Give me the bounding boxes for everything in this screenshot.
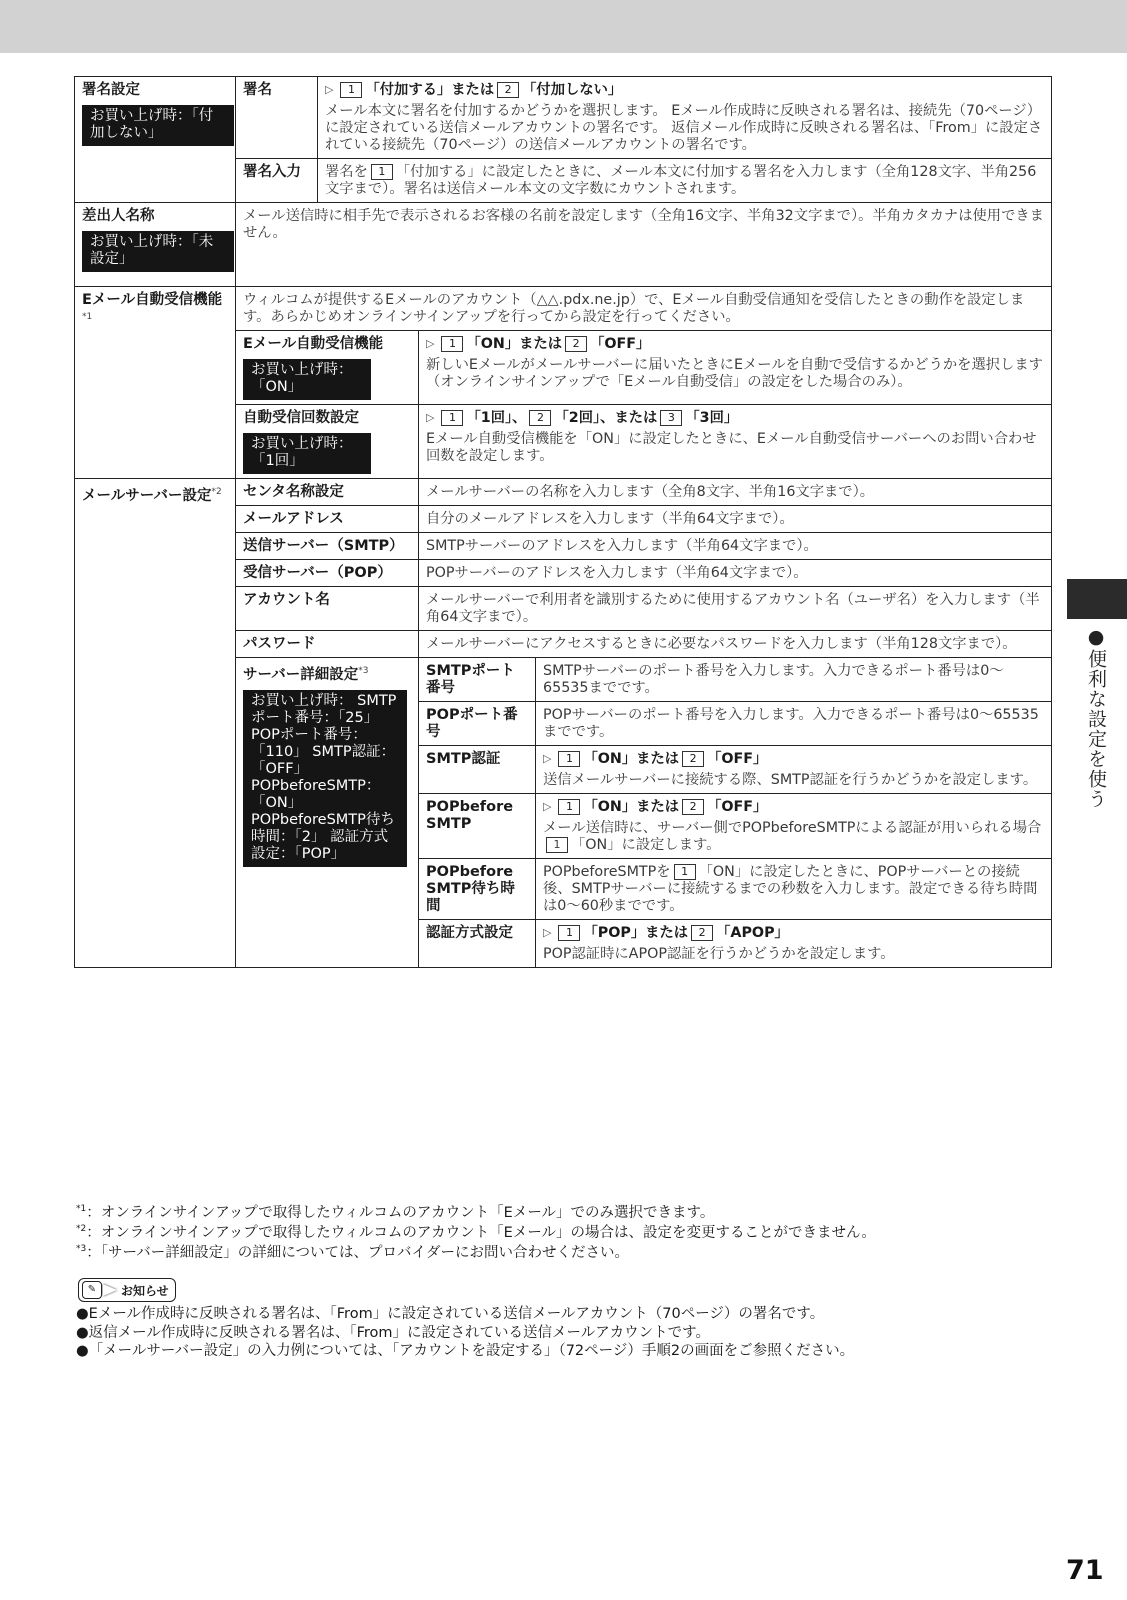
option-text: 「付加しない」 [522,82,623,98]
subitem-cell [236,77,318,159]
footnote-mark: *1 [82,312,93,322]
subitem-label: 受信サーバー（POP） [243,565,392,581]
desc-cell [419,631,1052,658]
key-1-icon: 1 [371,164,393,180]
desc-cell [419,560,1052,587]
note-item: ●「メールサーバー設定」の入力例については、「アカウントを設定する」（72ページ）手順2の画面をご参照ください。 [76,1343,855,1359]
category-label: Eメール自動受信機能 [82,292,223,308]
description: 自分のメールアドレスを入力します（半角64文字まで）。 [426,511,794,527]
detail-label: SMTP認証 [426,751,501,767]
footnote-text: ：「サーバー詳細設定」の詳細については、プロバイダーにお問い合わせください。 [86,1244,629,1261]
desc-cell [419,405,1052,479]
settings-table [74,76,1052,968]
key-3-icon: 3 [660,410,682,426]
footnote-mark: *2 [76,1224,87,1234]
subitem-cell [236,631,419,658]
desc-cell [236,203,1052,287]
subitem-cell [236,658,419,968]
option-text: 「ON」または [583,751,680,767]
subitem-cell [236,560,419,587]
description: メールサーバーの名称を入力します（全角8文字、半角16文字まで）。 [426,484,875,500]
option-text: 「OFF」 [707,751,768,767]
subitem-cell [236,405,419,479]
option-text: 「APOP」 [716,925,789,941]
description-part: メール送信時に、サーバー側でPOPbeforeSMTPによる認証が用いられる場合 [543,820,1042,836]
info-label: お知らせ [121,1284,169,1298]
option-line [543,751,1044,768]
desc-cell [318,77,1052,159]
category-cell [75,479,236,968]
subitem-label: センタ名称設定 [243,484,344,500]
option-line [543,925,1044,942]
subitem-label: サーバー詳細設定 [243,666,359,683]
desc-cell [318,159,1052,203]
note-icon: ✎ [82,1281,102,1299]
default-badge: お買い上げ時：「ON」 [243,359,371,400]
desc-cell [536,920,1052,968]
category-label: メールサーバー設定 [82,487,212,504]
subitem-cell [236,506,419,533]
detail-label: POPbefore SMTP待ち時間 [426,864,515,914]
option-text: 「2回」、または [554,410,658,426]
detail-label: 認証方式設定 [426,925,513,941]
description: ウィルコムが提供するEメールのアカウント（△△.pdx.ne.jp）で、Eメール自動受信通知を受信したときの動作を設定します。あらかじめオンラインサインアップを行ってから設定を行ってください。 [243,292,1025,325]
description-part: POPbeforeSMTPを [543,864,671,880]
key-1-icon: 1 [558,799,580,815]
desc-cell [536,794,1052,859]
footnote-mark: *1 [76,1204,87,1214]
arrow-icon: ▷ [325,83,334,96]
category-cell [75,287,236,479]
arrow-icon: ▷ [543,926,552,939]
description: 送信メールサーバーに接続する際、SMTP認証を行うかどうかを設定します。 [543,772,1038,788]
subitem-cell [236,587,419,631]
key-1-icon: 1 [441,410,463,426]
pointer-icon [103,1284,117,1296]
subitem-label: 送信サーバー（SMTP） [243,538,404,554]
option-text: 「1回」、 [466,410,527,426]
key-2-icon: 2 [682,799,704,815]
footnote-mark: *2 [211,487,222,497]
detail-label-cell [419,794,536,859]
option-line [325,82,1044,99]
key-1-icon: 1 [546,837,568,853]
key-1-icon: 1 [558,751,580,767]
option-text: 「3回」 [685,410,739,426]
option-text: 「OFF」 [590,336,651,352]
footnote-mark: *3 [358,666,369,676]
desc-cell [536,746,1052,794]
detail-label-cell [419,746,536,794]
description-part: 「ON」に設定したときに、POPサーバーとの接続後、SMTPサーバーに接続するまでの秒数を入力します。設定できる待ち時間は0～60秒までです。 [543,864,1038,914]
key-2-icon: 2 [565,336,587,352]
description: POPサーバーのポート番号を入力します。入力できるポート番号は0～65535までです。 [543,707,1039,740]
footnote [76,1220,876,1242]
key-1-icon: 1 [340,82,362,98]
key-1-icon: 1 [674,864,696,880]
detail-label: SMTPポート番号 [426,663,515,696]
option-text: 「ON」または [466,336,563,352]
detail-label-cell [419,702,536,746]
table-row [75,479,1052,506]
subitem-cell [236,533,419,560]
option-line [426,410,1044,427]
desc-cell [536,702,1052,746]
subitem-label: 署名 [243,82,272,98]
category-label: 差出人名称 [82,208,155,224]
page-number: 71 [1066,1555,1104,1586]
default-badge: お買い上げ時：「付加しない」 [82,105,234,146]
category-cell [75,203,236,287]
subitem-label: Eメール自動受信機能 [243,336,384,352]
description: メールサーバーで利用者を識別するために使用するアカウント名（ユーザ名）を入力します（半角64文字まで）。 [426,592,1040,625]
description: POP認証時にAPOP認証を行うかどうかを設定します。 [543,946,895,962]
note-item: ●Eメール作成時に反映される署名は、「From」に設定されている送信メールアカウント（70ページ）の署名です。 [76,1306,825,1322]
key-2-icon: 2 [682,751,704,767]
key-1-icon: 1 [558,925,580,941]
desc-cell [236,287,1052,331]
description [543,820,1044,854]
subitem-label: メールアドレス [243,511,344,527]
key-2-icon: 2 [529,410,551,426]
key-1-icon: 1 [441,336,463,352]
arrow-icon: ▷ [543,800,552,813]
description-part: 「ON」に設定します。 [571,837,721,853]
top-banner [0,0,1127,53]
key-2-icon: 2 [691,925,713,941]
description: メールサーバーにアクセスするときに必要なパスワードを入力します（半角128文字まで）。 [426,636,1017,652]
section-tab [1067,579,1127,619]
desc-cell [419,533,1052,560]
subitem-label: 署名入力 [243,164,301,180]
description: メール本文に署名を付加するかどうかを選択します。 Eメール作成時に反映される署名は、接続先（70ページ）に設定されている送信メールアカウントの署名です。 返信メール作成時に反映される署名は、「From」に設定されている接続先（70ページ）の送信メールアカウントの署名です。 [325,103,1043,153]
arrow-icon: ▷ [426,337,435,350]
info-icon [78,1278,176,1302]
detail-label-cell [419,859,536,920]
desc-cell [536,859,1052,920]
category-label: 署名設定 [82,82,140,98]
key-2-icon: 2 [497,82,519,98]
desc-cell [419,479,1052,506]
description: 署名を [325,164,368,180]
desc-cell [536,658,1052,702]
option-text: 「付加する」または [365,82,495,98]
notes-list [76,1305,854,1361]
subitem-cell [236,331,419,405]
description: Eメール自動受信機能を「ON」に設定したときに、Eメール自動受信サーバーへのお問い合わせ回数を設定します。 [426,431,1037,464]
section-title: ●便利な設定を使う [1085,626,1107,809]
default-badge: お買い上げ時： SMTPポート番号：「25」 POPポート番号：「110」 SMTP認証：「OFF」 POPbeforeSMTP：「ON」 POPbeforeSMTP待ち時間：「2」 認証方式設定：「POP」 [243,690,407,867]
table-row [75,203,1052,287]
footnote-text: ：オンラインサインアップで取得したウィルコムのアカウント「Eメール」でのみ選択できます。 [86,1204,715,1221]
option-text: 「OFF」 [707,799,768,815]
description: SMTPサーバーのポート番号を入力します。入力できるポート番号は0～65535までです。 [543,663,1004,696]
option-text: 「POP」または [583,925,689,941]
description: 「付加する」に設定したときに、メール本文に付加する署名を入力します（全角128文字、半角256文字まで）。署名は送信メール本文の文字数にカウントされます。 [325,164,1037,197]
footnote [76,1240,629,1262]
desc-cell [419,331,1052,405]
detail-label-cell [419,920,536,968]
arrow-icon: ▷ [426,411,435,424]
default-badge: お買い上げ時：「1回」 [243,433,371,474]
footnote-mark: *3 [76,1244,87,1254]
subitem-label: アカウント名 [243,592,330,608]
desc-cell [419,587,1052,631]
footnote [76,1200,714,1222]
detail-label: POPポート番号 [426,707,518,740]
detail-label: POPbefore SMTP [426,799,514,832]
category-cell [75,77,236,203]
footnote-text: ：オンラインサインアップで取得したウィルコムのアカウント「Eメール」の場合は、設定を変更することができません。 [86,1224,876,1241]
note-item: ●返信メール作成時に反映される署名は、「From」に設定されている送信メールアカウントです。 [76,1324,710,1341]
table-row [75,287,1052,331]
option-line [543,799,1044,816]
desc-cell [419,506,1052,533]
option-text: 「ON」または [583,799,680,815]
description: 新しいEメールがメールサーバーに届いたときにEメールを自動で受信するかどうかを選択します（オンラインサインアップで「Eメール自動受信」の設定をした場合のみ）。 [426,357,1043,390]
default-badge: お買い上げ時：「未設定」 [82,231,234,272]
description: SMTPサーバーのアドレスを入力します（半角64文字まで）。 [426,538,818,554]
subitem-label: 自動受信回数設定 [243,410,359,426]
subitem-cell [236,159,318,203]
table-row [75,77,1052,159]
option-line [426,336,1044,353]
detail-label-cell [419,658,536,702]
subitem-cell [236,479,419,506]
description: メール送信時に相手先で表示されるお客様の名前を設定します（全角16文字、半角32文字まで）。半角カタカナは使用できません。 [243,208,1044,241]
subitem-label: パスワード [243,636,316,652]
arrow-icon: ▷ [543,752,552,765]
description: POPサーバーのアドレスを入力します（半角64文字まで）。 [426,565,808,581]
